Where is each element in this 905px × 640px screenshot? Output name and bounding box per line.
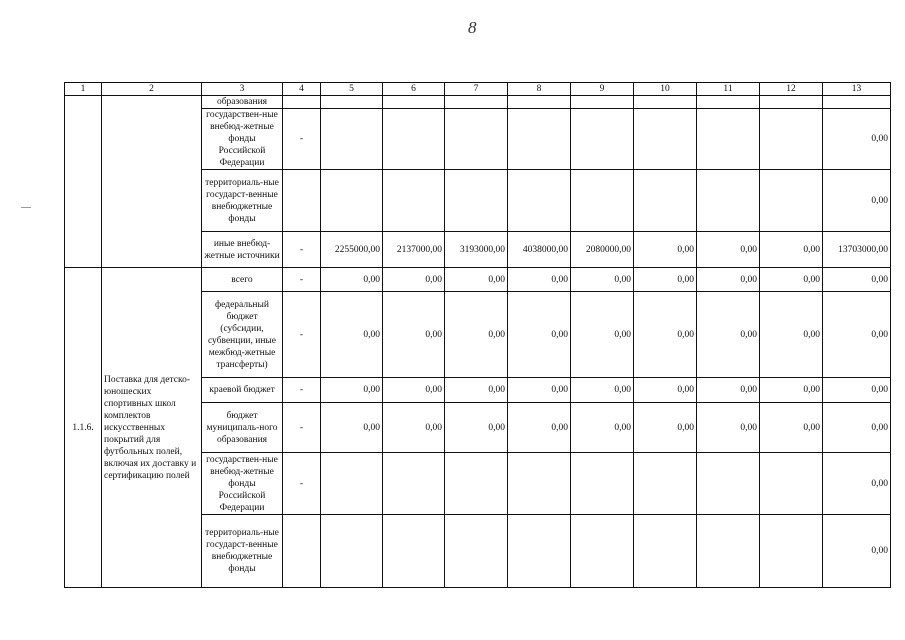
value-cell: 0,00 bbox=[760, 268, 823, 292]
dash-cell: - bbox=[283, 232, 321, 268]
dash-cell: - bbox=[283, 378, 321, 403]
funding-source: иные внебюд-жетные источники bbox=[202, 232, 283, 268]
total-cell: 0,00 bbox=[823, 170, 891, 232]
value-cell: 0,00 bbox=[634, 292, 697, 378]
value-cell bbox=[634, 453, 697, 515]
funding-source: территориаль-ные государст-венные внебюджетные фонды bbox=[202, 515, 283, 588]
scan-speck bbox=[21, 207, 31, 208]
column-header: 10 bbox=[634, 83, 697, 96]
column-header: 3 bbox=[202, 83, 283, 96]
value-cell bbox=[508, 453, 571, 515]
value-cell: 0,00 bbox=[383, 268, 445, 292]
value-cell: 0,00 bbox=[760, 292, 823, 378]
funding-source: территориаль-ные государст-венные внебюджетные фонды bbox=[202, 170, 283, 232]
column-header: 4 bbox=[283, 83, 321, 96]
value-cell bbox=[697, 515, 760, 588]
column-header: 12 bbox=[760, 83, 823, 96]
value-cell: 0,00 bbox=[508, 268, 571, 292]
column-header: 7 bbox=[445, 83, 508, 96]
value-cell bbox=[697, 109, 760, 170]
value-cell: 0,00 bbox=[760, 378, 823, 403]
value-cell bbox=[321, 109, 383, 170]
total-cell: 0,00 bbox=[823, 109, 891, 170]
value-cell bbox=[383, 170, 445, 232]
value-cell: 2137000,00 bbox=[383, 232, 445, 268]
value-cell bbox=[383, 515, 445, 588]
value-cell bbox=[508, 515, 571, 588]
value-cell bbox=[697, 96, 760, 109]
value-cell bbox=[508, 170, 571, 232]
value-cell: 0,00 bbox=[634, 268, 697, 292]
value-cell: 0,00 bbox=[571, 403, 634, 453]
column-header: 11 bbox=[697, 83, 760, 96]
value-cell bbox=[508, 96, 571, 109]
value-cell bbox=[760, 170, 823, 232]
value-cell: 0,00 bbox=[445, 268, 508, 292]
funding-source: бюджет муниципаль-ного образования bbox=[202, 403, 283, 453]
value-cell bbox=[321, 170, 383, 232]
value-cell: 0,00 bbox=[508, 403, 571, 453]
value-cell: 0,00 bbox=[634, 403, 697, 453]
funding-source: краевой бюджет bbox=[202, 378, 283, 403]
value-cell bbox=[321, 515, 383, 588]
value-cell bbox=[321, 453, 383, 515]
value-cell bbox=[760, 515, 823, 588]
value-cell bbox=[445, 515, 508, 588]
table-row bbox=[65, 96, 891, 109]
funding-source: всего bbox=[202, 268, 283, 292]
value-cell: 0,00 bbox=[571, 292, 634, 378]
value-cell: 0,00 bbox=[634, 232, 697, 268]
value-cell bbox=[383, 109, 445, 170]
value-cell: 0,00 bbox=[571, 378, 634, 403]
value-cell: 0,00 bbox=[571, 268, 634, 292]
total-cell: 0,00 bbox=[823, 268, 891, 292]
column-header: 13 bbox=[823, 83, 891, 96]
table-row bbox=[65, 268, 891, 292]
value-cell: 4038000,00 bbox=[508, 232, 571, 268]
value-cell: 0,00 bbox=[445, 378, 508, 403]
value-cell: 0,00 bbox=[697, 292, 760, 378]
value-cell bbox=[697, 453, 760, 515]
column-header: 5 bbox=[321, 83, 383, 96]
total-cell: 0,00 bbox=[823, 403, 891, 453]
header-row bbox=[65, 83, 891, 96]
value-cell bbox=[445, 109, 508, 170]
value-cell bbox=[445, 453, 508, 515]
value-cell bbox=[445, 170, 508, 232]
budget-table bbox=[64, 82, 891, 588]
value-cell bbox=[383, 453, 445, 515]
total-cell: 0,00 bbox=[823, 378, 891, 403]
value-cell bbox=[760, 96, 823, 109]
value-cell: 0,00 bbox=[697, 268, 760, 292]
value-cell bbox=[571, 453, 634, 515]
value-cell: 0,00 bbox=[321, 268, 383, 292]
column-header: 2 bbox=[102, 83, 202, 96]
section-number-cell bbox=[65, 96, 102, 268]
total-cell: 0,00 bbox=[823, 292, 891, 378]
value-cell: 0,00 bbox=[445, 403, 508, 453]
table-body bbox=[65, 83, 891, 588]
dash-cell bbox=[283, 170, 321, 232]
value-cell bbox=[321, 96, 383, 109]
value-cell: 3193000,00 bbox=[445, 232, 508, 268]
value-cell: 0,00 bbox=[508, 292, 571, 378]
column-header: 1 bbox=[65, 83, 102, 96]
value-cell bbox=[760, 453, 823, 515]
value-cell bbox=[445, 96, 508, 109]
value-cell bbox=[571, 515, 634, 588]
value-cell bbox=[634, 170, 697, 232]
dash-cell: - bbox=[283, 453, 321, 515]
value-cell: 0,00 bbox=[697, 232, 760, 268]
value-cell bbox=[571, 96, 634, 109]
value-cell bbox=[634, 109, 697, 170]
dash-cell: - bbox=[283, 109, 321, 170]
value-cell bbox=[508, 109, 571, 170]
total-cell: 0,00 bbox=[823, 453, 891, 515]
value-cell: 0,00 bbox=[445, 292, 508, 378]
value-cell: 0,00 bbox=[508, 378, 571, 403]
value-cell bbox=[383, 96, 445, 109]
total-cell: 0,00 bbox=[823, 515, 891, 588]
page-number: 8 bbox=[468, 18, 477, 37]
value-cell: 0,00 bbox=[383, 292, 445, 378]
column-header: 9 bbox=[571, 83, 634, 96]
value-cell: 0,00 bbox=[697, 403, 760, 453]
section-name: Поставка для детско-юношеских спортивных школ комплектов искусственных покрытий для футбольных полей, включая их доставку и сертификацию полей bbox=[102, 268, 202, 588]
value-cell: 0,00 bbox=[383, 403, 445, 453]
funding-source: государствен-ные внебюд-жетные фонды Российской Федерации bbox=[202, 109, 283, 170]
section-name-cell bbox=[102, 96, 202, 268]
value-cell: 0,00 bbox=[321, 403, 383, 453]
column-header: 6 bbox=[383, 83, 445, 96]
value-cell bbox=[697, 170, 760, 232]
column-header: 8 bbox=[508, 83, 571, 96]
value-cell bbox=[571, 109, 634, 170]
value-cell: 0,00 bbox=[697, 378, 760, 403]
value-cell bbox=[634, 96, 697, 109]
value-cell bbox=[571, 170, 634, 232]
value-cell: 0,00 bbox=[383, 378, 445, 403]
value-cell: 0,00 bbox=[634, 378, 697, 403]
funding-source: образования bbox=[202, 96, 283, 109]
value-cell: 2255000,00 bbox=[321, 232, 383, 268]
value-cell: 0,00 bbox=[321, 292, 383, 378]
value-cell: 0,00 bbox=[760, 232, 823, 268]
funding-source: государствен-ные внебюд-жетные фонды Российской Федерации bbox=[202, 453, 283, 515]
section-number: 1.1.6. bbox=[65, 268, 102, 588]
dash-cell bbox=[283, 515, 321, 588]
dash-cell bbox=[283, 96, 321, 109]
dash-cell: - bbox=[283, 403, 321, 453]
total-cell bbox=[823, 96, 891, 109]
value-cell bbox=[760, 109, 823, 170]
dash-cell: - bbox=[283, 268, 321, 292]
value-cell: 0,00 bbox=[760, 403, 823, 453]
value-cell: 0,00 bbox=[321, 378, 383, 403]
dash-cell: - bbox=[283, 292, 321, 378]
value-cell bbox=[634, 515, 697, 588]
funding-source: федеральный бюджет (субсидии, субвенции, иные межбюд-жетные трансферты) bbox=[202, 292, 283, 378]
total-cell: 13703000,00 bbox=[823, 232, 891, 268]
value-cell: 2080000,00 bbox=[571, 232, 634, 268]
